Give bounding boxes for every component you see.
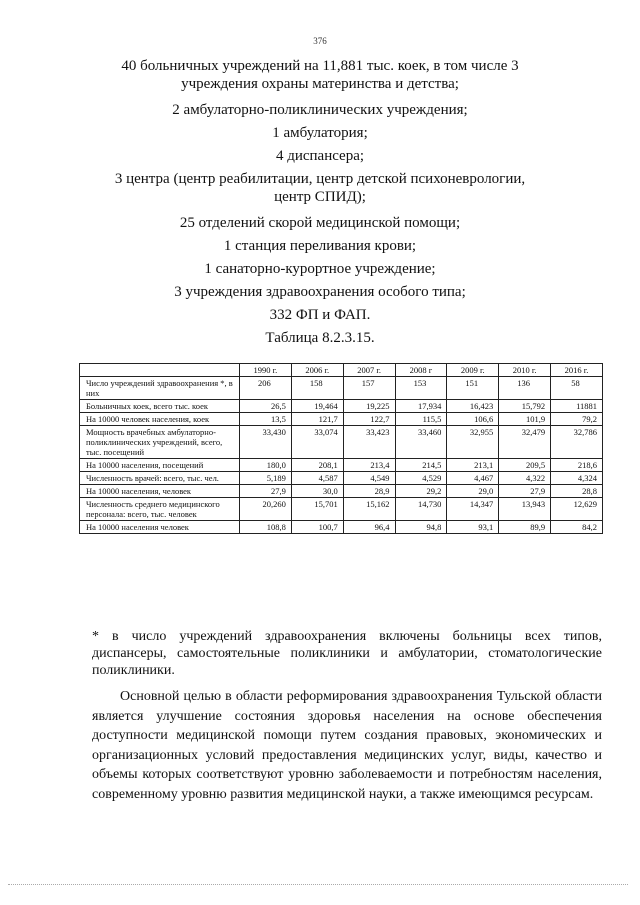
table-cell: 4,529 [395,472,447,485]
table-header-cell: 2009 г. [447,364,499,377]
table-cell: 32,479 [499,426,551,459]
table-cell: 4,549 [343,472,395,485]
table-cell: 153 [395,377,447,400]
table-cell: 122,7 [343,413,395,426]
row-label: На 10000 человек населения, коек [80,413,240,426]
list-line-fp-fap: 332 ФП и ФАП. [269,307,371,323]
table-cell: 5,189 [240,472,292,485]
row-label: На 10000 населения, человек [80,485,240,498]
table-cell: 206 [240,377,292,400]
table-row [80,485,603,498]
table-header-row [80,364,603,377]
table-cell: 33,423 [343,426,395,459]
table-cell: 16,423 [447,400,499,413]
table-row [80,400,603,413]
table-cell: 12,629 [551,498,603,521]
list-line-hospitals: 40 больничных учреждений на 11,881 тыс. коек, в том числе 3 учреждения охраны материнства и детства; [121,58,519,92]
scan-edge-artifact [8,884,628,888]
table-header-cell: 1990 г. [240,364,292,377]
table-cell: 89,9 [499,521,551,534]
table-cell: 94,8 [395,521,447,534]
table-header-cell: 2007 г. [343,364,395,377]
row-label: Число учреждений здравоохранения *, в них [80,377,240,400]
row-label: На 10000 населения человек [80,521,240,534]
table-cell: 106,6 [447,413,499,426]
table-cell: 4,324 [551,472,603,485]
table-cell: 28,8 [551,485,603,498]
facility-list [100,57,540,352]
table-cell: 84,2 [551,521,603,534]
table-cell: 58 [551,377,603,400]
list-line-dispensaries: 4 диспансера; [275,148,365,164]
table-cell: 4,322 [499,472,551,485]
table-cell: 13,5 [240,413,292,426]
table-cell: 180,0 [240,459,292,472]
table-cell: 96,4 [343,521,395,534]
table-header-cell: 2006 г. [291,364,343,377]
body-paragraph: Основной целью в области реформирования здравоохранения Тульской области является улучшение состояния здоровья населения на основе обеспечения доступности медицинской помощи путем создания правовых, экономических и организационных условий предоставления медицинских услуг, виды, качество и объемы которых соответствуют уровню заболеваемости и потребностям населения, современному уровню развития медицинской науки, а также имеющимся ресурсам. [92,689,602,802]
row-label: Численность врачей: всего, тыс. чел. [80,472,240,485]
table-cell: 136 [499,377,551,400]
list-line-sanatorium: 1 санаторно-курортное учреждение; [204,261,436,277]
table-cell: 26,5 [240,400,292,413]
table-row [80,377,603,400]
list-line-outpatient: 2 амбулаторно-поликлинических учреждения; [172,102,468,118]
table-cell: 30,0 [291,485,343,498]
table-header-cell [80,364,240,377]
table-cell: 208,1 [291,459,343,472]
table-cell: 32,955 [447,426,499,459]
row-label: На 10000 населения, посещений [80,459,240,472]
table-cell: 19,464 [291,400,343,413]
table-cell: 214,5 [395,459,447,472]
table-cell: 33,430 [240,426,292,459]
table-row [80,459,603,472]
table-cell: 158 [291,377,343,400]
table-cell: 28,9 [343,485,395,498]
table-cell: 100,7 [291,521,343,534]
table-row [80,413,603,426]
table-cell: 15,162 [343,498,395,521]
table-cell: 20,260 [240,498,292,521]
table-cell: 33,074 [291,426,343,459]
table-cell: 14,730 [395,498,447,521]
table-cell: 32,786 [551,426,603,459]
table-cell: 79,2 [551,413,603,426]
table-cell: 157 [343,377,395,400]
table-cell: 11881 [551,400,603,413]
table-header-cell: 2008 г [395,364,447,377]
table-row [80,521,603,534]
table-cell: 27,9 [499,485,551,498]
table-cell: 15,792 [499,400,551,413]
table-cell: 101,9 [499,413,551,426]
table-row [80,498,603,521]
table-cell: 15,701 [291,498,343,521]
list-line-emergency: 25 отделений скорой медицинской помощи; [179,215,461,231]
table-cell: 151 [447,377,499,400]
table-cell: 121,7 [291,413,343,426]
table-header-cell: 2016 г. [551,364,603,377]
list-line-special: 3 учреждения здравоохранения особого типа; [174,284,466,300]
table-cell: 29,0 [447,485,499,498]
table-caption: Таблица 8.2.3.15. [265,330,375,346]
table-cell: 218,6 [551,459,603,472]
table-cell: 29,2 [395,485,447,498]
health-stats-table [79,363,603,534]
table-cell: 209,5 [499,459,551,472]
table-cell: 108,8 [240,521,292,534]
table-cell: 19,225 [343,400,395,413]
table-cell: 27,9 [240,485,292,498]
row-label: Больничных коек, всего тыс. коек [80,400,240,413]
table-cell: 33,460 [395,426,447,459]
table-cell: 213,1 [447,459,499,472]
table-cell: 93,1 [447,521,499,534]
list-line-ambulatory: 1 амбулатория; [272,125,368,141]
list-line-blood-station: 1 станция переливания крови; [223,238,417,254]
table-cell: 14,347 [447,498,499,521]
table-header-cell: 2010 г. [499,364,551,377]
table-cell: 213,4 [343,459,395,472]
row-label: Мощность врачебных амбулаторно-поликлинических учреждений, всего, тыс. посещений [80,426,240,459]
table-cell: 17,934 [395,400,447,413]
table-cell: 4,467 [447,472,499,485]
table-cell: 4,587 [291,472,343,485]
row-label: Численность среднего медицинского персонала: всего, тыс. человек [80,498,240,521]
table-row [80,472,603,485]
table-cell: 115,5 [395,413,447,426]
list-line-centers: 3 центра (центр реабилитации, центр детской психоневрологии, центр СПИД); [114,171,526,205]
page-number: 376 [313,36,327,46]
table-cell: 13,943 [499,498,551,521]
table-row [80,426,603,459]
table-footnote: * в число учреждений здравоохранения включены больницы всех типов, диспансеры, самостоятельные поликлиники и амбулатории, стоматологические поликлиники. [92,629,602,678]
